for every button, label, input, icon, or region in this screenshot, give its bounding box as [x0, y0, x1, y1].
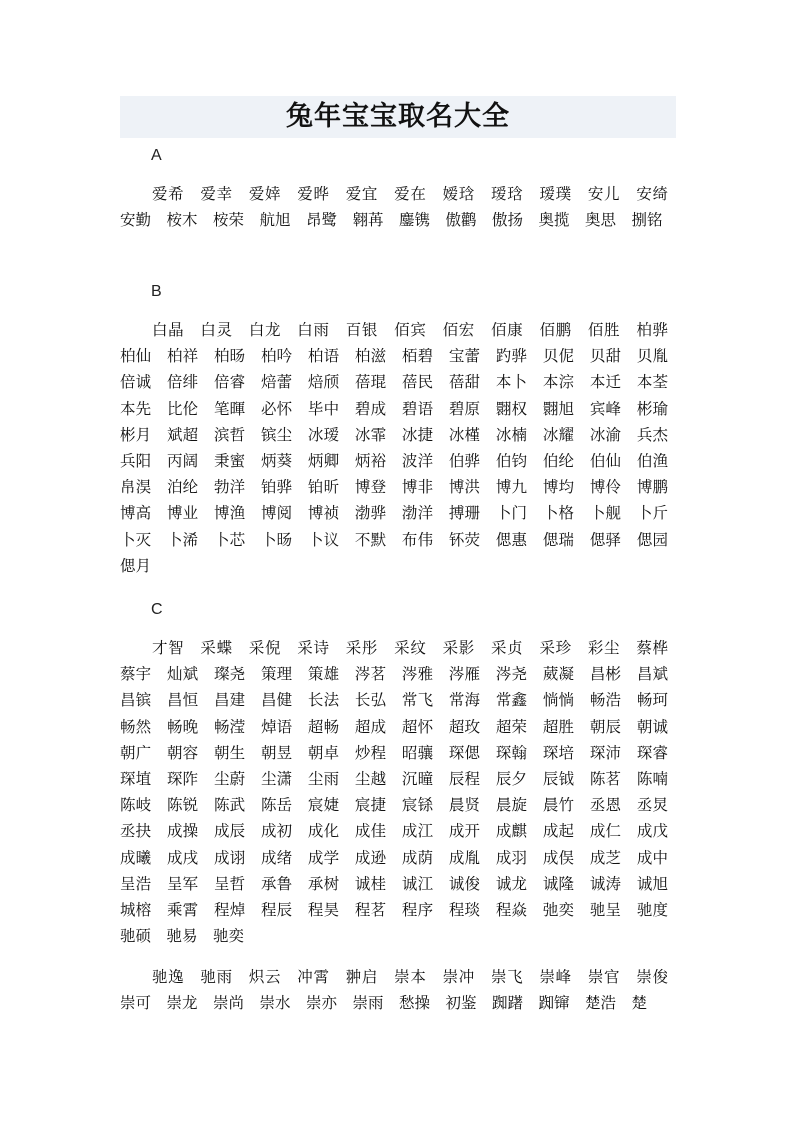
page-title: 兔年宝宝取名大全 [286, 101, 510, 132]
name-list-paragraph: 才智 采蝶 采倪 采诗 采彤 采纹 采影 采贞 采珍 彩尘 蔡桦 蔡宇 灿斌 璨尧 策理 策雄 涔茗 涔雅 涔雁 涔尧 葳凝 昌彬 昌斌 昌镔 昌恒 昌建 昌健 长法 长弘 常飞 常海 常鑫 惝惝 畅浩 畅珂 畅然 畅晚 畅滢 焯语 超畅 超成 超怀 超玫 超荣 超胜 朝辰 朝诚 朝广 朝容 朝生 朝昱 朝卓 炒程 昭骧 琛偲 琛翰 琛培 琛沛 琛睿 琛埴 琛阼 尘蔚 尘潇 尘雨 尘越 沉曈 辰程 辰夕 辰钺 陈茗 陈喃 陈岐 陈锐 陈武 陈岳 宸婕 宸捷 宸铩 晨贤 晨旋 晨竹 丞恩 丞炅 丞抉 成操 成辰 成初 成化 成佳 成江 成开 成麒 成起 成仁 成戊 成曦 成戌 成诩 成绪 成学 成逊 成荫 成胤 成羽 成俣 成芝 成中 呈浩 呈军 呈哲 承鲁 承树 诚桂 诚江 诚俊 诚龙 诚隆 诚涛 诚旭 城榕 乘霄 程焯 程辰 程昊 程茗 程序 程琰 程焱 弛奕 驰呈 驰度 驰硕 驰易 驰奕 [120, 639, 684, 946]
section-letter-b: B [151, 283, 162, 300]
section-letter-a: A [151, 147, 162, 164]
name-list-paragraph: 驰逸 驰雨 炽云 冲霄 翀启 崇本 崇冲 崇飞 崇峰 崇官 崇俊 崇可 崇龙 崇尚 崇水 崇亦 崇雨 愁操 初鉴 踟躇 踟镩 楚浩 楚 [120, 968, 684, 1013]
name-list-paragraph: 白晶 白灵 白龙 白雨 百银 佰宾 佰宏 佰康 佰鹏 佰胜 柏骅 柏仙 柏祥 柏旸 柏吟 柏语 柏滋 栢碧 宝蕾 趵骅 贝伲 贝甜 贝胤 倍诚 倍绯 倍睿 焙蕾 焙颀 蓓琨 蓓民 蓓甜 本卜 本淙 本迁 本荃 本先 比伦 笔暉 必怀 毕中 碧成 碧语 碧原 翾权 翾旭 宾峰 彬瑜 彬月 斌超 滨哲 镔尘 冰瑷 冰霏 冰捷 冰槿 冰楠 冰耀 冰渝 兵杰 兵阳 丙阔 秉蜜 炳葵 炳卿 炳裕 波洋 伯骅 伯钧 伯纶 伯仙 伯渔 帛淏 泊纶 勃洋 铂骅 铂昕 博登 博非 博洪 博九 博均 博伶 博鹏 博高 博业 博渔 博阅 博祯 渤骅 渤洋 搏珊 卜门 卜格 卜舰 卜斤 卜灭 卜浠 卜芯 卜旸 卜议 不默 布伟 钚荧 偲惠 偲瑞 偲驿 偲园 偲月 [120, 321, 684, 575]
name-list-paragraph: 爱希 爱幸 爱婞 爱晔 爱宜 爱在 嫒琀 瑷琀 瑷璞 安儿 安绮 安勤 桉木 桉荣 航旭 昂鹭 翱苒 鏖镌 傲鹳 傲扬 奥揽 奥思 捌铭 [120, 185, 684, 230]
title-bar [120, 96, 676, 138]
section-letter-c: C [151, 601, 163, 618]
